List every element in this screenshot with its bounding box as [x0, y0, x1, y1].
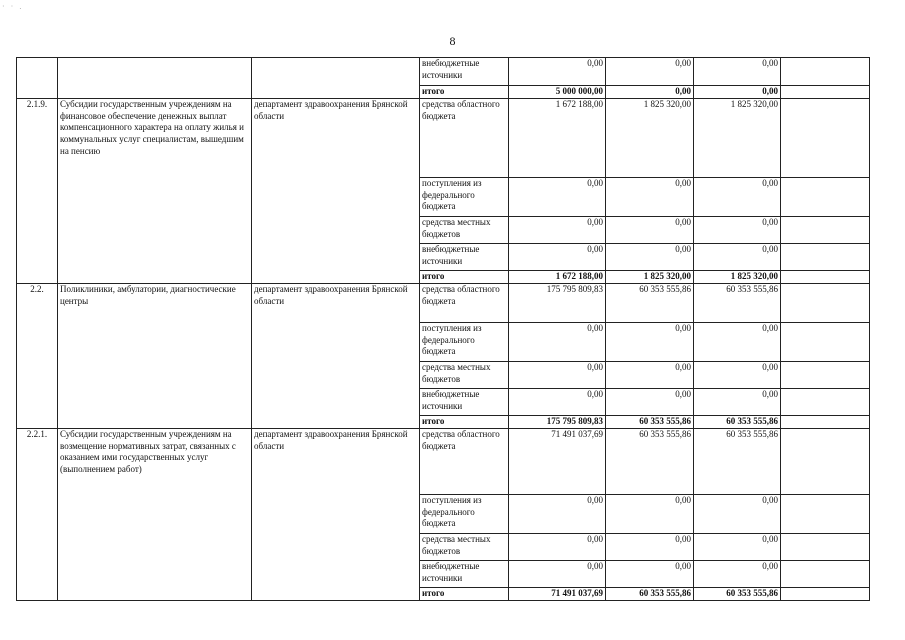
value-year-3: 0,00 [694, 389, 781, 416]
note-cell [781, 178, 870, 217]
value-year-2: 0,00 [606, 495, 694, 534]
note-cell [781, 429, 870, 495]
item-number: 2.1.9. [17, 99, 58, 284]
value-year-3: 60 353 555,86 [694, 588, 781, 601]
value-year-1: 175 795 809,83 [509, 284, 606, 323]
funding-source: поступления из федерального бюджета [420, 495, 509, 534]
value-year-1: 0,00 [509, 362, 606, 389]
funding-source: средства областного бюджета [420, 99, 509, 178]
value-year-2: 0,00 [606, 561, 694, 588]
item-title-cell [58, 58, 252, 99]
value-year-2: 0,00 [606, 534, 694, 561]
value-year-3: 1 825 320,00 [694, 99, 781, 178]
value-year-3: 0,00 [694, 561, 781, 588]
executor: департамент здравоохранения Брянской области [252, 284, 420, 429]
value-year-3: 0,00 [694, 86, 781, 99]
funding-source: итого [420, 588, 509, 601]
value-year-1: 175 795 809,83 [509, 416, 606, 429]
note-cell [781, 244, 870, 271]
value-year-3: 0,00 [694, 362, 781, 389]
value-year-3: 60 353 555,86 [694, 429, 781, 495]
funding-source: средства областного бюджета [420, 284, 509, 323]
note-cell [781, 284, 870, 323]
value-year-1: 1 672 188,00 [509, 99, 606, 178]
value-year-2: 0,00 [606, 389, 694, 416]
value-year-2: 0,00 [606, 178, 694, 217]
funding-source: средства местных бюджетов [420, 217, 509, 244]
note-cell [781, 271, 870, 284]
value-year-1: 0,00 [509, 495, 606, 534]
scan-marks: · · . [2, 2, 24, 11]
value-year-2: 0,00 [606, 58, 694, 86]
note-cell [781, 389, 870, 416]
value-year-3: 0,00 [694, 58, 781, 86]
value-year-1: 0,00 [509, 534, 606, 561]
table-row [17, 429, 870, 495]
executor: департамент здравоохранения Брянской области [252, 99, 420, 284]
funding-source: итого [420, 86, 509, 99]
value-year-1: 71 491 037,69 [509, 429, 606, 495]
funding-source: поступления из федерального бюджета [420, 323, 509, 362]
funding-source: средства областного бюджета [420, 429, 509, 495]
funding-source: итого [420, 416, 509, 429]
value-year-1: 0,00 [509, 244, 606, 271]
value-year-1: 0,00 [509, 217, 606, 244]
funding-source: поступления из федерального бюджета [420, 178, 509, 217]
value-year-1: 0,00 [509, 323, 606, 362]
item-title: Субсидии государственным учреждениям на возмещение нормативных затрат, связанных с оказанием ими государственных услуг (выполнением работ) [58, 429, 252, 601]
value-year-2: 60 353 555,86 [606, 416, 694, 429]
budget-table [16, 57, 870, 601]
value-year-3: 0,00 [694, 178, 781, 217]
value-year-3: 1 825 320,00 [694, 271, 781, 284]
note-cell [781, 86, 870, 99]
value-year-1: 0,00 [509, 178, 606, 217]
value-year-3: 60 353 555,86 [694, 416, 781, 429]
value-year-1: 0,00 [509, 58, 606, 86]
value-year-2: 0,00 [606, 323, 694, 362]
funding-source: итого [420, 271, 509, 284]
item-title: Поликлиники, амбулатории, диагностические центры [58, 284, 252, 429]
item-number: 2.2. [17, 284, 58, 429]
note-cell [781, 534, 870, 561]
executor-cell [252, 58, 420, 99]
value-year-2: 0,00 [606, 217, 694, 244]
note-cell [781, 362, 870, 389]
item-number-cell [17, 58, 58, 99]
note-cell [781, 561, 870, 588]
item-number: 2.2.1. [17, 429, 58, 601]
value-year-1: 5 000 000,00 [509, 86, 606, 99]
value-year-2: 1 825 320,00 [606, 271, 694, 284]
value-year-1: 1 672 188,00 [509, 271, 606, 284]
funding-source: внебюджетные источники [420, 389, 509, 416]
value-year-2: 1 825 320,00 [606, 99, 694, 178]
table-row [17, 58, 870, 86]
value-year-3: 0,00 [694, 217, 781, 244]
value-year-3: 60 353 555,86 [694, 284, 781, 323]
value-year-1: 71 491 037,69 [509, 588, 606, 601]
note-cell [781, 495, 870, 534]
funding-source: внебюджетные источники [420, 58, 509, 86]
funding-source: средства местных бюджетов [420, 534, 509, 561]
value-year-2: 0,00 [606, 86, 694, 99]
page-number: 8 [449, 34, 456, 48]
note-cell [781, 58, 870, 86]
value-year-2: 60 353 555,86 [606, 284, 694, 323]
table-row [17, 99, 870, 178]
funding-source: внебюджетные источники [420, 244, 509, 271]
value-year-3: 0,00 [694, 495, 781, 534]
value-year-3: 0,00 [694, 534, 781, 561]
funding-source: средства местных бюджетов [420, 362, 509, 389]
table-row [17, 284, 870, 323]
value-year-1: 0,00 [509, 561, 606, 588]
note-cell [781, 588, 870, 601]
executor: департамент здравоохранения Брянской области [252, 429, 420, 601]
value-year-2: 60 353 555,86 [606, 429, 694, 495]
value-year-3: 0,00 [694, 323, 781, 362]
value-year-2: 60 353 555,86 [606, 588, 694, 601]
note-cell [781, 323, 870, 362]
note-cell [781, 416, 870, 429]
note-cell [781, 217, 870, 244]
note-cell [781, 99, 870, 178]
value-year-2: 0,00 [606, 362, 694, 389]
value-year-3: 0,00 [694, 244, 781, 271]
value-year-1: 0,00 [509, 389, 606, 416]
item-title: Субсидии государственным учреждениям на финансовое обеспечение денежных выплат компенсационного характера на оплату жилья и коммунальных услуг специалистам, вышедшим на пенсию [58, 99, 252, 284]
funding-source: внебюджетные источники [420, 561, 509, 588]
value-year-2: 0,00 [606, 244, 694, 271]
